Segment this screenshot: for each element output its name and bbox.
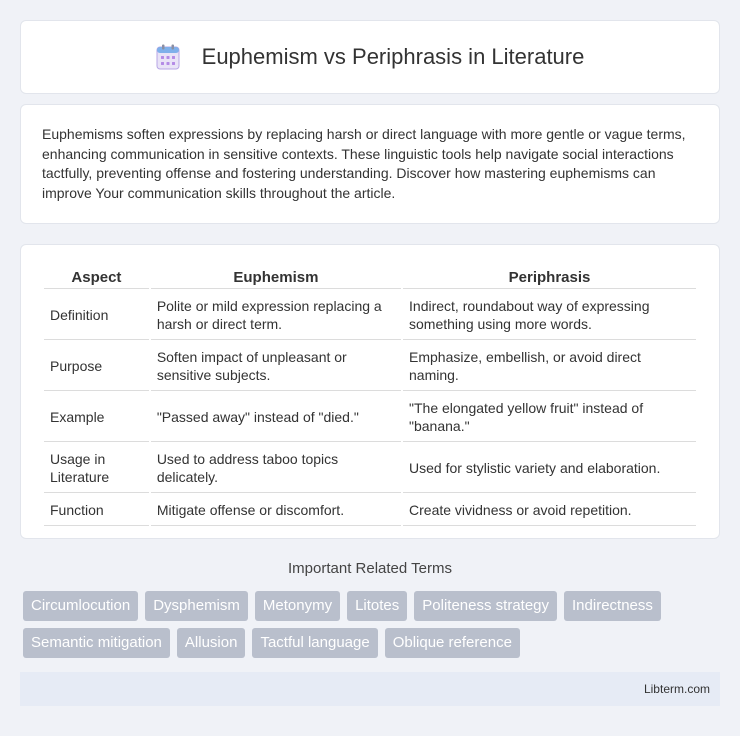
related-term-tag[interactable]: Allusion [177, 628, 246, 658]
related-terms-list [23, 591, 713, 658]
table-header-row [44, 267, 696, 289]
table-row [44, 342, 696, 391]
title-wrap [156, 44, 585, 70]
table-cell-aspect: Purpose [44, 342, 149, 391]
related-term-tag[interactable]: Tactful language [252, 628, 377, 658]
calendar-icon [156, 44, 180, 70]
related-term-tag[interactable]: Litotes [347, 591, 407, 621]
table-cell-aspect: Function [44, 495, 149, 526]
table-cell-euphemism: Used to address taboo topics delicately. [151, 444, 401, 493]
title-card [20, 20, 720, 94]
table-cell-euphemism: Mitigate offense or discomfort. [151, 495, 401, 526]
related-term-tag[interactable]: Circumlocution [23, 591, 138, 621]
comparison-table-card [20, 244, 720, 539]
column-header-aspect: Aspect [44, 267, 149, 289]
related-term-tag[interactable]: Dysphemism [145, 591, 248, 621]
column-header-periphrasis: Periphrasis [403, 267, 696, 289]
comparison-table [42, 265, 698, 528]
table-cell-periphrasis: Indirect, roundabout way of expressing something using more words. [403, 291, 696, 340]
table-row [44, 495, 696, 526]
table-cell-aspect: Usage in Literature [44, 444, 149, 493]
table-row [44, 291, 696, 340]
table-cell-euphemism: "Passed away" instead of "died." [151, 393, 401, 442]
intro-paragraph: Euphemisms soften expressions by replacing harsh or direct language with more gentle or vague terms, enhancing communication in sensitive contexts. These linguistic tools help navigate social interactions tactfully, preventing offense and fostering understanding. Discover how mastering euphemisms can improve Your communication skills throughout the article. [42, 126, 686, 201]
related-term-tag[interactable]: Oblique reference [385, 628, 520, 658]
intro-card [20, 104, 720, 224]
table-cell-aspect: Example [44, 393, 149, 442]
related-terms-heading: Important Related Terms [288, 560, 452, 577]
related-term-tag[interactable]: Indirectness [564, 591, 661, 621]
footer [20, 672, 720, 706]
footer-site-link[interactable]: Libterm.com [643, 682, 710, 696]
table-cell-euphemism: Soften impact of unpleasant or sensitive subjects. [151, 342, 401, 391]
related-term-tag[interactable]: Semantic mitigation [23, 628, 170, 658]
table-cell-periphrasis: Emphasize, embellish, or avoid direct naming. [403, 342, 696, 391]
table-cell-euphemism: Polite or mild expression replacing a harsh or direct term. [151, 291, 401, 340]
table-row [44, 444, 696, 493]
related-term-tag[interactable]: Metonymy [255, 591, 340, 621]
column-header-euphemism: Euphemism [151, 267, 401, 289]
table-cell-aspect: Definition [44, 291, 149, 340]
table-cell-periphrasis: Create vividness or avoid repetition. [403, 495, 696, 526]
table-cell-periphrasis: "The elongated yellow fruit" instead of "banana." [403, 393, 696, 442]
table-cell-periphrasis: Used for stylistic variety and elaboration. [403, 444, 696, 493]
table-row [44, 393, 696, 442]
page-title: Euphemism vs Periphrasis in Literature [201, 44, 585, 69]
related-term-tag[interactable]: Politeness strategy [414, 591, 557, 621]
